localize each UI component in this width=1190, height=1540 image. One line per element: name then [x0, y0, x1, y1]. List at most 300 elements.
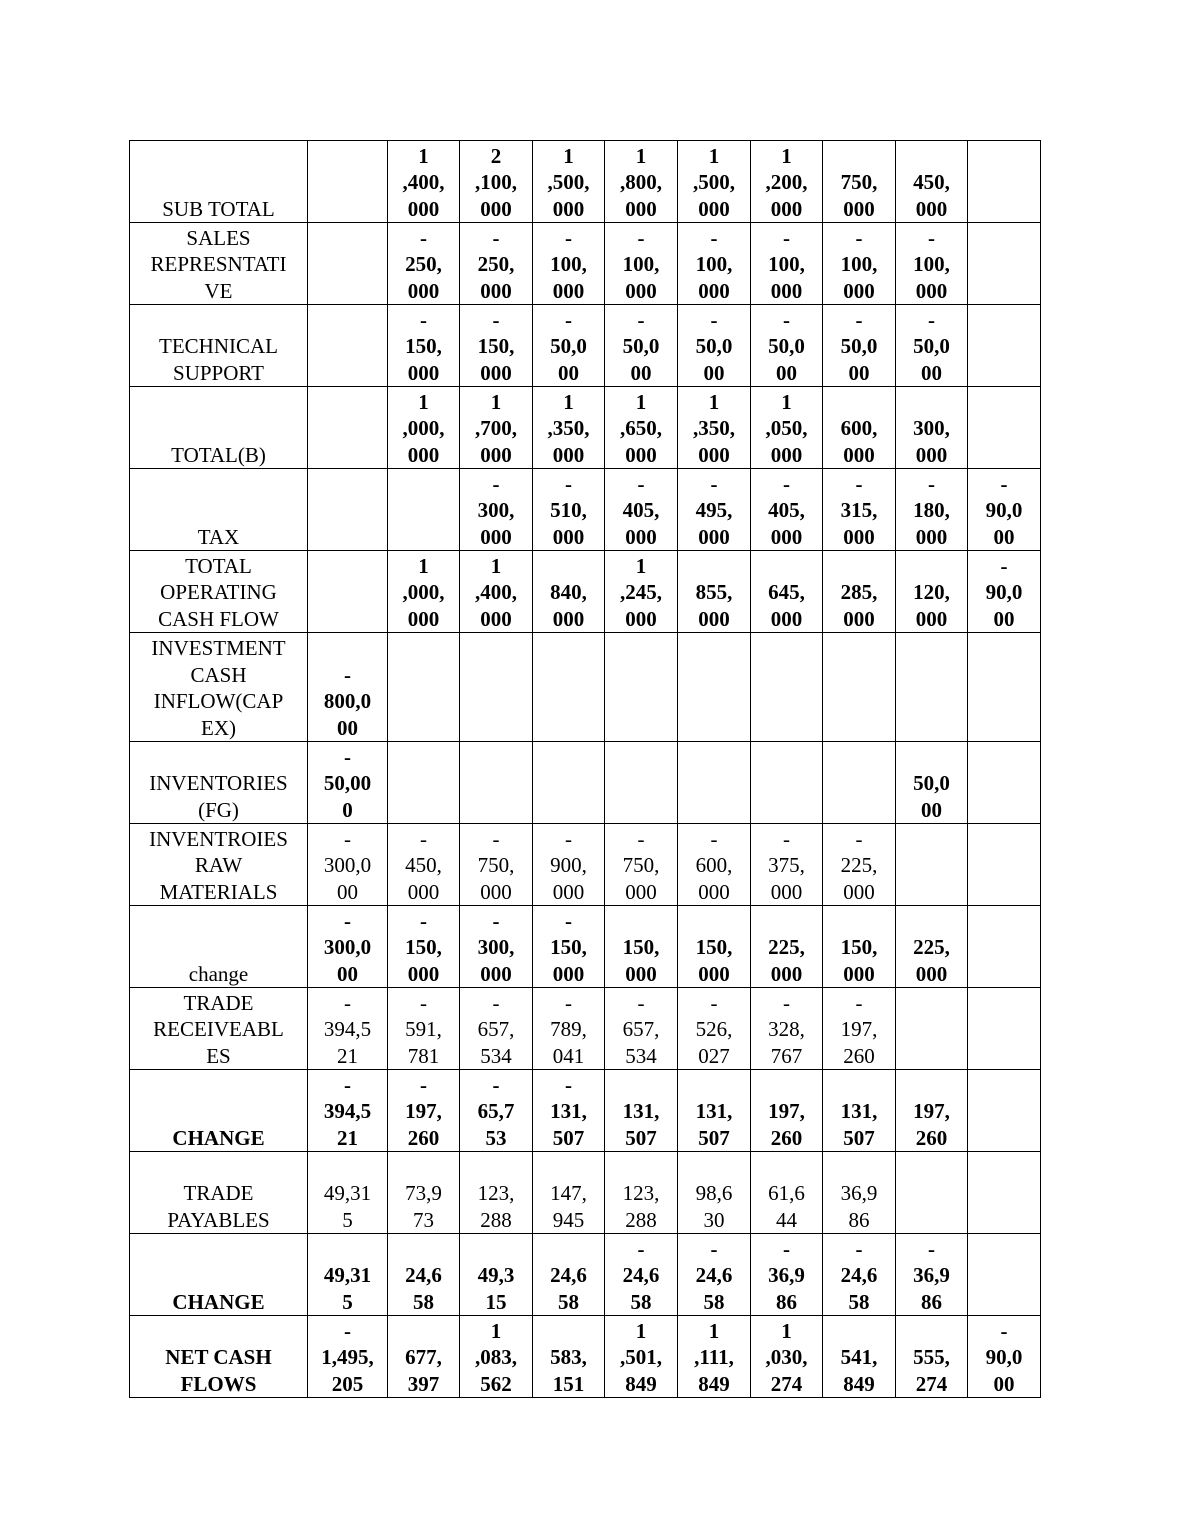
cell-line: 86 — [848, 1207, 870, 1232]
table-cell — [460, 824, 533, 906]
cell-line: 000 — [915, 524, 948, 549]
cell-line: - — [565, 908, 572, 933]
cell-line: 1 — [563, 143, 574, 168]
cell-line: - — [783, 471, 790, 496]
table-cell — [460, 633, 533, 742]
cell-line: - — [492, 826, 500, 851]
cell-line: 250, — [405, 252, 442, 276]
cell-line: 53 — [485, 1125, 507, 1150]
table-cell — [678, 906, 751, 988]
cell-line: 120, — [913, 580, 950, 604]
cell-line: TOTAL(B) — [171, 442, 266, 467]
table-cell — [896, 1070, 968, 1152]
table-cell — [823, 469, 896, 551]
cell-line: 225, — [840, 853, 878, 877]
cell-line: 00 — [337, 715, 358, 740]
cell-line: 750, — [622, 853, 660, 877]
cell-line: 000 — [407, 196, 440, 221]
cell-line: INVENTROIES — [149, 826, 288, 851]
table-cell — [751, 988, 823, 1070]
cell-line: 151 — [552, 1371, 585, 1396]
table-cell — [823, 824, 896, 906]
cell-line: - — [783, 307, 790, 332]
cell-line: 507 — [625, 1125, 657, 1150]
cell-line: 541, — [840, 1345, 878, 1369]
cell-line: 90,0 — [985, 1345, 1023, 1369]
cell-line: 100, — [768, 252, 805, 276]
cell-line: ,100, — [475, 170, 517, 194]
cell-line: 197, — [405, 1099, 442, 1123]
table-cell — [896, 223, 968, 305]
table-cell — [751, 1234, 823, 1316]
cell-line: 1 — [781, 143, 792, 168]
cell-line: 100, — [913, 252, 950, 276]
cell-line: 1 — [635, 389, 647, 414]
cell-line: CHANGE — [172, 1289, 265, 1314]
cell-line: - — [855, 471, 863, 496]
cell-line: 507 — [552, 1125, 585, 1150]
row-label — [130, 824, 308, 906]
table-cell — [751, 469, 823, 551]
cell-line: 781 — [407, 1043, 440, 1068]
table-cell — [823, 1152, 896, 1234]
table-cell — [460, 1070, 533, 1152]
cell-line: 197, — [913, 1099, 950, 1123]
table-cell — [388, 988, 460, 1070]
cash-flow-table — [129, 140, 1041, 1398]
cell-line: 000 — [552, 961, 585, 986]
cell-line: ,111, — [694, 1345, 734, 1369]
cell-line: 50,0 — [840, 334, 878, 358]
table-cell — [605, 988, 678, 1070]
cell-line: 50,0 — [913, 334, 950, 358]
table-cell — [678, 1152, 751, 1234]
table-row — [130, 1316, 1041, 1398]
table-cell — [823, 141, 896, 223]
table-cell — [896, 141, 968, 223]
table-cell — [968, 988, 1041, 1070]
table-cell — [460, 469, 533, 551]
cell-line: 000 — [698, 196, 730, 221]
cell-line: ,500, — [693, 170, 735, 194]
table-cell — [605, 633, 678, 742]
table-cell — [388, 906, 460, 988]
table-row — [130, 551, 1041, 633]
table-cell — [605, 742, 678, 824]
cell-line: 000 — [915, 442, 948, 467]
cell-line: 225, — [768, 935, 805, 959]
cell-line: 000 — [843, 524, 875, 549]
cell-line: 0 — [342, 797, 353, 822]
cell-line: 000 — [480, 278, 512, 303]
cell-line: 100, — [622, 252, 660, 276]
cell-line: 555, — [913, 1345, 950, 1369]
cell-line: 1 — [635, 143, 647, 168]
table-cell — [533, 906, 605, 988]
cell-line: (FG) — [198, 797, 239, 822]
table-row — [130, 988, 1041, 1070]
cell-line: 300, — [477, 498, 515, 522]
table-cell — [678, 1234, 751, 1316]
table-cell — [308, 1234, 388, 1316]
table-cell — [823, 1316, 896, 1398]
row-label — [130, 223, 308, 305]
cell-line: REPRESNTATI — [150, 252, 287, 276]
cell-line: - — [710, 826, 718, 851]
table-cell — [605, 141, 678, 223]
table-cell — [823, 223, 896, 305]
cell-line: VE — [204, 278, 233, 303]
table-cell — [533, 141, 605, 223]
table-row — [130, 1234, 1041, 1316]
cell-line: - — [928, 471, 935, 496]
cell-line: 041 — [552, 1043, 585, 1068]
table-cell — [605, 1234, 678, 1316]
cell-line: 50,0 — [622, 334, 660, 358]
cell-line: - — [492, 990, 500, 1015]
table-row — [130, 742, 1041, 824]
cell-line: 5 — [342, 1289, 353, 1314]
cell-line: 1 — [635, 1318, 647, 1343]
row-label — [130, 469, 308, 551]
cell-line: ,800, — [620, 170, 662, 194]
cell-line: 000 — [843, 961, 875, 986]
cell-line: 000 — [625, 278, 657, 303]
cell-line: 1 — [490, 389, 502, 414]
cell-line: - — [565, 471, 572, 496]
cell-line: - — [783, 826, 790, 851]
table-cell — [308, 988, 388, 1070]
cell-line: 50,0 — [550, 334, 587, 358]
cell-line: OPERATING — [160, 580, 277, 604]
cell-line: 315, — [840, 498, 878, 522]
table-cell — [751, 1152, 823, 1234]
cell-line: 600, — [840, 416, 878, 440]
table-cell — [896, 469, 968, 551]
cell-line: - — [1000, 1318, 1008, 1343]
table-cell — [823, 1070, 896, 1152]
cell-line: 397 — [407, 1371, 440, 1396]
cell-line: 24,6 — [405, 1263, 442, 1287]
cell-line: RECEIVEABL — [153, 1017, 284, 1041]
cell-line: 1 — [418, 389, 429, 414]
cell-line: - — [420, 990, 427, 1015]
cell-line: 285, — [840, 580, 878, 604]
cell-line: - — [565, 225, 572, 250]
table-cell — [896, 305, 968, 387]
table-cell — [308, 1316, 388, 1398]
table-cell — [896, 633, 968, 742]
cell-line: 000 — [698, 442, 730, 467]
row-label — [130, 1152, 308, 1234]
cell-line: 849 — [698, 1371, 730, 1396]
table-cell — [678, 469, 751, 551]
table-cell — [533, 1316, 605, 1398]
table-cell — [460, 223, 533, 305]
cell-line: - — [344, 662, 351, 687]
cell-line: 300,0 — [323, 853, 372, 877]
cell-line: 36,9 — [913, 1263, 950, 1287]
cell-line: 000 — [625, 606, 657, 631]
cell-line: 49,31 — [323, 1181, 372, 1205]
row-label — [130, 551, 308, 633]
cell-line: 000 — [625, 442, 657, 467]
cell-line: 00 — [630, 360, 652, 385]
cell-line: - — [637, 990, 645, 1015]
cell-line: - — [420, 1072, 427, 1097]
cell-line: 1 — [708, 1318, 720, 1343]
cell-line: - — [492, 908, 500, 933]
cell-line: 000 — [625, 879, 657, 904]
cell-line: 86 — [921, 1289, 942, 1314]
cell-line: PAYABLES — [167, 1207, 270, 1232]
cell-line: 534 — [625, 1043, 657, 1068]
table-cell — [388, 387, 460, 469]
cell-line: 000 — [843, 278, 875, 303]
table-cell — [605, 906, 678, 988]
cell-line: - — [637, 826, 645, 851]
table-cell — [308, 633, 388, 742]
cell-line: 21 — [337, 1043, 358, 1068]
cell-line: 000 — [770, 961, 803, 986]
table-cell — [678, 387, 751, 469]
cell-line: 90,0 — [985, 498, 1023, 522]
cell-line: - — [637, 307, 645, 332]
cell-line: 645, — [768, 580, 805, 604]
cell-line: 1 — [708, 389, 720, 414]
table-cell — [678, 633, 751, 742]
cell-line: 000 — [770, 606, 803, 631]
cell-line: - — [637, 225, 645, 250]
cell-line: 510, — [550, 498, 587, 522]
table-cell — [388, 223, 460, 305]
cell-line: 147, — [550, 1181, 587, 1205]
table-cell — [823, 305, 896, 387]
cell-line: 21 — [337, 1125, 358, 1150]
cell-line: 225, — [913, 935, 950, 959]
cell-line: 394,5 — [323, 1017, 372, 1041]
cell-line: 1 — [418, 143, 429, 168]
cell-line: 000 — [552, 442, 585, 467]
table-cell — [678, 1316, 751, 1398]
cell-line: 24,6 — [695, 1263, 733, 1287]
table-cell — [533, 1234, 605, 1316]
table-cell — [308, 742, 388, 824]
cell-line: 375, — [768, 853, 805, 877]
table-cell — [678, 305, 751, 387]
cell-line: 131, — [550, 1099, 587, 1123]
table-cell — [751, 305, 823, 387]
table-cell — [968, 141, 1041, 223]
cell-line: - — [855, 990, 863, 1015]
cell-line: 677, — [405, 1345, 442, 1369]
row-label — [130, 305, 308, 387]
cell-line: 58 — [630, 1289, 652, 1314]
cell-line: - — [855, 1236, 863, 1261]
cell-line: 450, — [913, 170, 950, 194]
cell-line: - — [565, 307, 572, 332]
cell-line: CASH — [190, 662, 247, 687]
table-cell — [605, 1152, 678, 1234]
cell-line: 24,6 — [622, 1263, 660, 1287]
table-row — [130, 1152, 1041, 1234]
table-cell — [823, 633, 896, 742]
cell-line: ,050, — [765, 416, 808, 440]
cell-line: 260 — [915, 1125, 948, 1150]
table-cell — [896, 387, 968, 469]
cell-line: 36,9 — [840, 1181, 878, 1205]
cell-line: 507 — [698, 1125, 730, 1150]
cell-line: 00 — [993, 524, 1015, 549]
cell-line: 58 — [848, 1289, 870, 1314]
table-cell — [968, 824, 1041, 906]
cell-line: 750, — [840, 170, 878, 194]
table-cell — [308, 387, 388, 469]
table-cell — [678, 1070, 751, 1152]
table-cell — [460, 1152, 533, 1234]
table-cell — [460, 141, 533, 223]
cell-line: 000 — [552, 606, 585, 631]
table-cell — [678, 988, 751, 1070]
table-row — [130, 906, 1041, 988]
cell-line: 58 — [413, 1289, 434, 1314]
cell-line: ,500, — [547, 170, 590, 194]
cell-line: 849 — [625, 1371, 657, 1396]
table-cell — [388, 742, 460, 824]
cell-line: 405, — [768, 498, 805, 522]
table-cell — [388, 824, 460, 906]
cell-line: - — [344, 908, 351, 933]
table-cell — [308, 223, 388, 305]
table-cell — [533, 1070, 605, 1152]
cell-line: 000 — [480, 442, 512, 467]
cell-line: 000 — [480, 961, 512, 986]
cell-line: FLOWS — [180, 1371, 257, 1396]
cell-line: 000 — [843, 606, 875, 631]
cell-line: 000 — [625, 196, 657, 221]
row-label — [130, 988, 308, 1070]
cell-line: - — [783, 990, 790, 1015]
table-cell — [968, 305, 1041, 387]
table-cell — [388, 141, 460, 223]
table-cell — [968, 551, 1041, 633]
row-label — [130, 633, 308, 742]
table-row — [130, 387, 1041, 469]
table-cell — [533, 223, 605, 305]
cell-line: SUB TOTAL — [162, 196, 275, 221]
cell-line: 000 — [843, 196, 875, 221]
cell-line: 260 — [843, 1043, 875, 1068]
cell-line: 000 — [625, 524, 657, 549]
cell-line: INVENTORIES — [149, 771, 288, 795]
cell-line: 288 — [480, 1207, 512, 1232]
cell-line: 945 — [552, 1207, 585, 1232]
cell-line: 000 — [407, 879, 440, 904]
cell-line: 58 — [703, 1289, 725, 1314]
cell-line: ,083, — [475, 1345, 517, 1369]
cell-line: TOTAL — [185, 553, 252, 578]
cell-line: 027 — [698, 1043, 730, 1068]
cell-line: 534 — [480, 1043, 512, 1068]
table-cell — [896, 988, 968, 1070]
cell-line: 000 — [770, 442, 803, 467]
cell-line: 50,0 — [768, 334, 805, 358]
cell-line: 1 — [490, 553, 502, 578]
table-cell — [896, 1316, 968, 1398]
cell-line: 000 — [552, 879, 585, 904]
cell-line: 600, — [695, 853, 733, 877]
cell-line: 00 — [703, 360, 725, 385]
cell-line: 000 — [915, 606, 948, 631]
table-cell — [751, 223, 823, 305]
table-cell — [460, 305, 533, 387]
cell-line: 197, — [768, 1099, 805, 1123]
table-cell — [605, 305, 678, 387]
table-cell — [678, 223, 751, 305]
cell-line: ,501, — [620, 1345, 662, 1369]
cell-line: SALES — [186, 225, 251, 250]
cell-line: - — [710, 307, 718, 332]
cell-line: - — [637, 471, 645, 496]
cell-line: 000 — [915, 278, 948, 303]
cell-line: ,030, — [765, 1345, 808, 1369]
cell-line: 180, — [913, 498, 950, 522]
cell-line: - — [344, 744, 351, 769]
row-label — [130, 742, 308, 824]
table-cell — [896, 824, 968, 906]
cell-line: 49,31 — [323, 1263, 372, 1287]
table-cell — [308, 1152, 388, 1234]
cell-line: ,400, — [402, 170, 445, 194]
cell-line: ,200, — [765, 170, 808, 194]
table-cell — [968, 387, 1041, 469]
cell-line: 855, — [695, 580, 733, 604]
table-cell — [751, 387, 823, 469]
table-cell — [896, 906, 968, 988]
cell-line: 50,0 — [695, 334, 733, 358]
table-cell — [823, 742, 896, 824]
table-cell — [388, 1070, 460, 1152]
cell-line: 150, — [840, 935, 878, 959]
cell-line: 000 — [843, 879, 875, 904]
cell-line: TRADE — [183, 1181, 254, 1205]
table-cell — [968, 742, 1041, 824]
cell-line: 000 — [843, 442, 875, 467]
cell-line: 00 — [337, 879, 358, 904]
cell-line: ,650, — [620, 416, 662, 440]
row-label — [130, 1316, 308, 1398]
cell-line: 00 — [921, 360, 942, 385]
table-cell — [751, 633, 823, 742]
table-cell — [968, 469, 1041, 551]
cell-line: 123, — [622, 1181, 660, 1205]
cell-line: 328, — [768, 1017, 805, 1041]
row-label — [130, 906, 308, 988]
table-cell — [533, 387, 605, 469]
table-cell — [533, 1152, 605, 1234]
cell-line: 000 — [698, 879, 730, 904]
cell-line: 90,0 — [985, 580, 1023, 604]
cell-line: 800,0 — [323, 689, 372, 713]
cell-line: 36,9 — [768, 1263, 805, 1287]
cell-line: 000 — [770, 196, 803, 221]
cell-line: 00 — [776, 360, 797, 385]
table-cell — [605, 824, 678, 906]
cell-line: 000 — [480, 196, 512, 221]
table-cell — [678, 824, 751, 906]
cell-line: 250, — [477, 252, 515, 276]
cell-line: 98,6 — [695, 1181, 733, 1205]
